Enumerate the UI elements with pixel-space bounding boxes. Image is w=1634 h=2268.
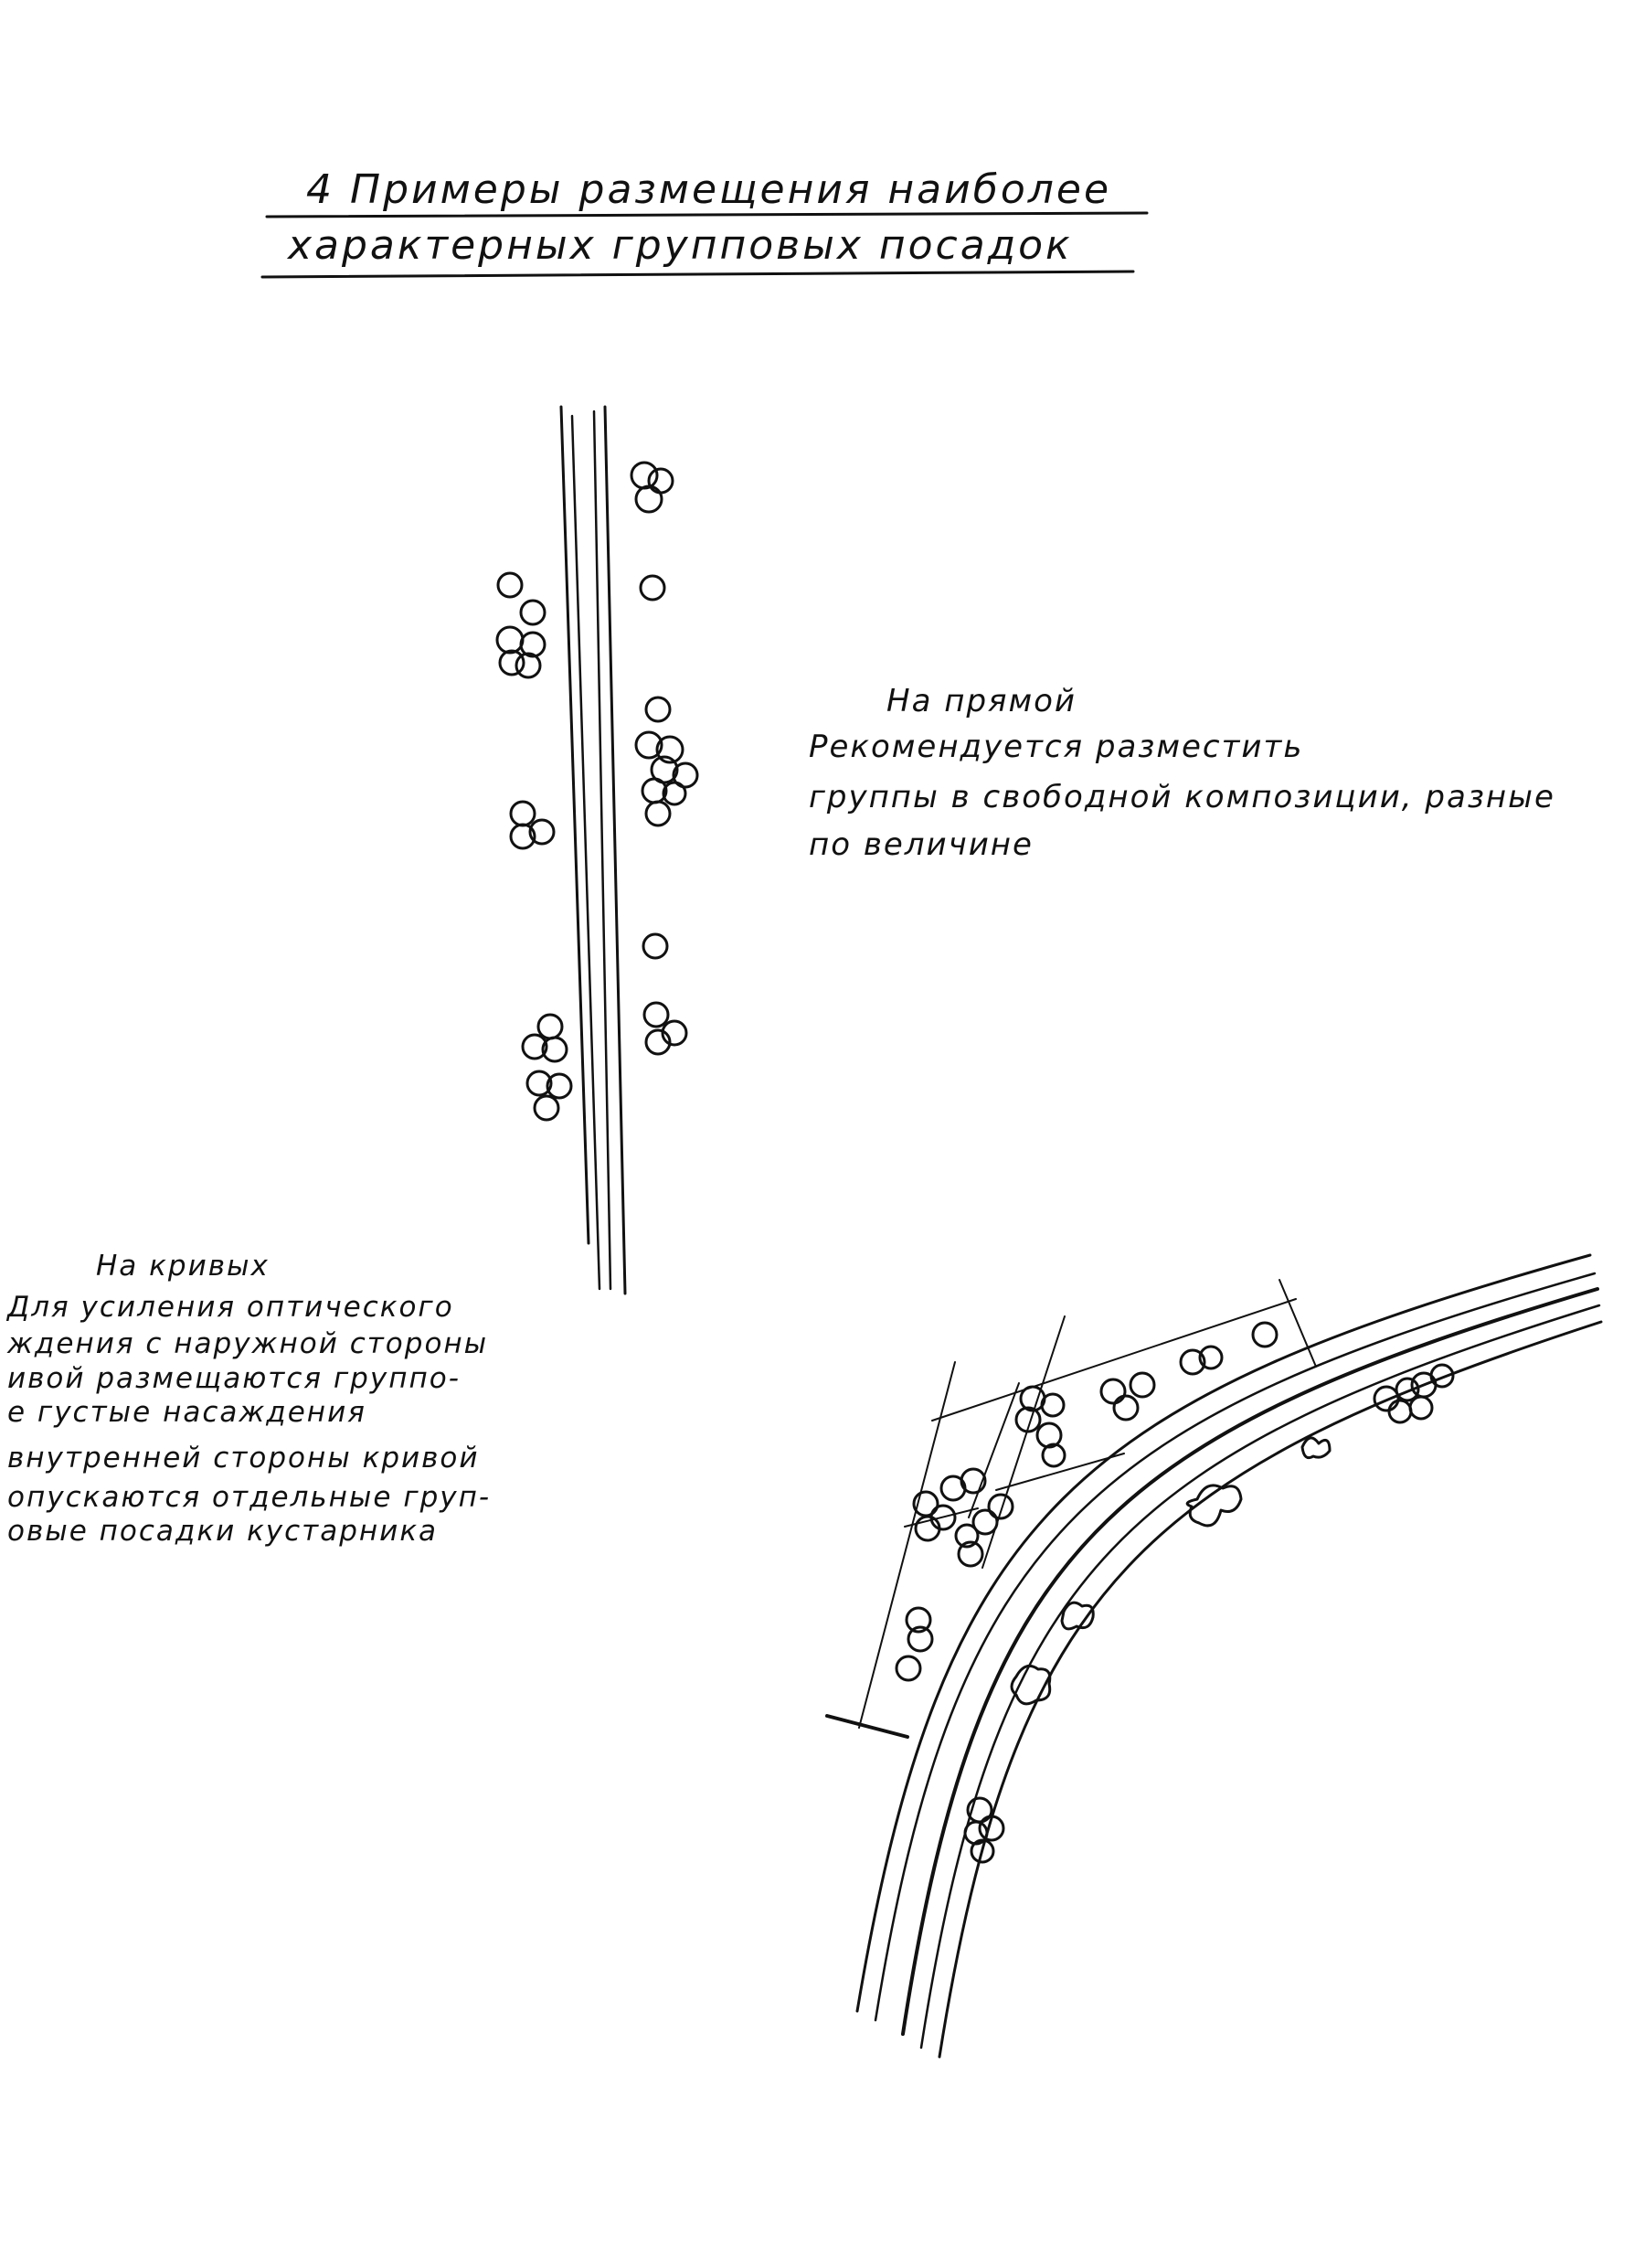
curve-text-line-5: внутренней стороны кривой [7,1442,480,1475]
title-underline-2 [262,272,1133,277]
curve-edge-outer [857,1255,1590,2011]
title-line-1: 4 Примеры размещения наиболее [306,166,1112,213]
straight-text-line-3: по величине [809,826,1034,863]
curve-edge-inner-outer [921,1305,1599,2048]
tree-single-right-3 [643,934,667,958]
straight-section-note [809,683,1555,863]
tree-group-inner-low [965,1798,1003,1862]
title-block [262,166,1147,277]
band-dimension-arrow [827,1716,907,1737]
curve-text-line-2: ждения с наружной стороны [7,1327,489,1360]
curve-text-line-6: опускаются отдельные груп- [7,1481,492,1514]
straight-text-line-2: группы в свободной композиции, разные [809,779,1555,815]
curve-text-line-7: овые посадки кустарника [7,1515,439,1548]
tree-single-right-2 [646,697,670,721]
tree-group-right-2 [636,732,697,825]
curve-text-line-3: ивой размещаются группо- [7,1362,461,1395]
tree-single-right-1 [641,576,664,600]
band-inner-2 [996,1453,1124,1490]
straight-road [561,407,625,1294]
curve-center-line [903,1289,1597,2034]
shrub-1 [1302,1438,1330,1458]
tree-group-inner-right [1374,1365,1453,1422]
tree-single-left-1 [498,573,522,597]
tree-group-left-1 [497,601,545,677]
curved-road [857,1255,1601,2057]
straight-heading: На прямой [886,683,1077,719]
curve-edge-outer-inner [875,1273,1595,2020]
tree-group-left-3 [523,1015,571,1120]
curve-heading: На кривых [96,1250,270,1283]
tree-group-left-2 [511,802,554,848]
band-outer-left [859,1362,955,1728]
curve-construction-lines [827,1280,1316,1737]
curve-text-line-4: е густые насаждения [7,1396,366,1429]
title-underline-1 [267,213,1147,217]
straight-text-line-1: Рекомендуется разместить [809,729,1304,765]
curve-section-note [5,1250,491,1548]
band-end-tick [1279,1280,1316,1367]
tree-group-right-1 [631,463,673,512]
tree-group-right-3 [644,1003,686,1054]
curve-text-line-1: Для усиления оптического [7,1291,454,1324]
title-line-2: характерных групповых посадок [288,222,1073,269]
